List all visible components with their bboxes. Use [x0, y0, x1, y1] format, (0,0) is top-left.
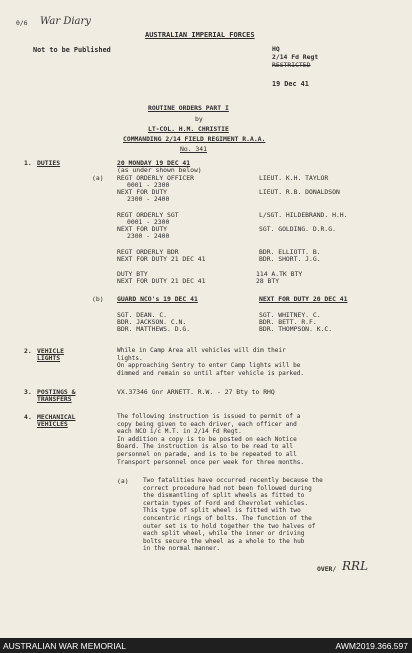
document-date: 19 Dec 41	[272, 80, 309, 88]
text-line: Board. The instruction is also to be read to all	[117, 443, 294, 451]
duty-person: 114 A.TK BTY	[256, 270, 303, 278]
text-line: correct procedure had not been followed during	[143, 484, 312, 492]
text-line: Transport personnel once per week for three months.	[117, 458, 305, 466]
text-line: On approaching Sentry to enter Camp lights will be	[117, 362, 301, 370]
duty-person: BDR. SHORT. J.G.	[259, 255, 321, 263]
unit-struck-text: RESTRICTED	[272, 61, 311, 69]
guard-nco: SGT. DEAN. C.	[117, 311, 168, 319]
section-1-heading: DUTIES	[37, 159, 61, 167]
sub-a-marker: (a)	[117, 477, 129, 485]
posting-text: VX.37346 Gnr ARNETT. R.W. - 27 Bty to RHQ	[117, 388, 275, 396]
section-2-number: 2.	[24, 347, 32, 355]
command-line: COMMANDING 2/14 FIELD REGIMENT R.A.A.	[123, 135, 266, 143]
text-line: personnel on parade, and is to be repeated to all	[117, 450, 297, 458]
handwritten-note: War Diary	[40, 16, 91, 27]
text-line: This type of split wheel is fitted with two	[143, 507, 301, 515]
duties-b-marker: (b)	[92, 295, 104, 303]
duty-role: NEXT FOR DUTY	[117, 188, 168, 196]
duty-time: 2300 - 2400	[127, 195, 170, 203]
section-3-number: 3.	[24, 388, 32, 396]
text-line: bolts secure the wheel as a whole to the hub	[143, 537, 305, 545]
archive-footer	[0, 638, 412, 653]
text-line: dimmed and remain so until after vehicle is parked.	[117, 369, 305, 377]
not-published-notice: Not to be Published	[33, 46, 111, 54]
section-4-heading: VEHICLES	[37, 420, 68, 428]
file-mark: 0/6	[16, 19, 28, 27]
guard-heading-left: GUARD NCO's 19 DEC 41	[117, 295, 198, 303]
document-title: AUSTRALIAN IMPERIAL FORCES	[145, 31, 255, 39]
text-line: certain types of Ford and Chevrolet vehicles.	[143, 499, 309, 507]
duty-person: SGT. GOLDING. D.R.G.	[259, 225, 336, 233]
duties-date-line: 20 MONDAY 19 DEC 41	[117, 159, 191, 167]
orders-by: by	[195, 115, 203, 123]
section-2-heading: LIGHTS	[37, 354, 61, 362]
duty-role: REGT ORDERLY BDR	[117, 248, 179, 256]
duty-role: NEXT FOR DUTY 21 DEC 41	[117, 277, 206, 285]
footer-accession-number: AWM2019.366.597	[335, 641, 408, 651]
footer-institution: AUSTRALIAN WAR MEMORIAL	[3, 641, 126, 651]
duty-person: LIEUT. R.B. DONALDSON	[259, 188, 340, 196]
text-line: each NCO i/c M.T. in 2/14 Fd Regt.	[117, 428, 242, 436]
duties-a-marker: (a)	[92, 174, 104, 182]
text-line: the dismantling of split wheels as fitted to	[143, 492, 305, 500]
guard-nco: BDR. JACKSON. C.N.	[117, 318, 187, 326]
order-number: No. 341	[180, 145, 207, 153]
text-line: lights.	[117, 354, 143, 362]
commander-name: LT-COL. H.M. CHRISTIE	[148, 125, 229, 133]
duty-role: REGT ORDERLY SGT	[117, 211, 179, 219]
duty-role: REGT ORDERLY OFFICER	[117, 174, 194, 182]
text-line: concentric rings of bolts. The function of the	[143, 514, 312, 522]
duty-time: 0001 - 2300	[127, 181, 170, 189]
mechanical-vehicles-text	[117, 413, 304, 466]
duty-time: 0001 - 2300	[127, 218, 170, 226]
orders-title: ROUTINE ORDERS PART I	[148, 104, 229, 112]
guard-nco: BDR. THOMPSON. K.C.	[259, 325, 333, 333]
handwritten-initials: RRL	[342, 559, 369, 573]
guard-nco: SGT. WHITNEY. C.	[259, 311, 321, 319]
vehicle-lights-text	[117, 347, 304, 377]
section-1-number: 1.	[24, 159, 32, 167]
text-line: Two fatalities have occurred recently because the	[143, 477, 323, 484]
duty-person: 28 BTY	[256, 277, 280, 285]
section-3-heading: TRANSFERS	[37, 395, 72, 403]
duty-role: NEXT FOR DUTY 21 DEC 41	[117, 255, 206, 263]
guard-nco: BDR. MATTHEWS. D.G.	[117, 325, 191, 333]
split-wheel-text	[143, 477, 323, 553]
section-4-number: 4.	[24, 413, 32, 421]
guard-heading-right: NEXT FOR DUTY 20 DEC 41	[259, 295, 348, 303]
duty-person: L/SGT. HILDEBRAND. H.H.	[259, 211, 348, 219]
duty-role: DUTY BTY	[117, 270, 148, 278]
duties-date-sub: (as under shown below)	[117, 166, 202, 174]
unit-label: 2/14 Fd Regt	[272, 53, 319, 61]
text-line: outer set is to hold together the two halves of	[143, 522, 316, 530]
duty-time: 2300 - 2400	[127, 232, 170, 240]
text-line: While in Camp Area all vehicles will dim their	[117, 347, 286, 354]
text-line: copy being given to each driver, each officer and	[117, 420, 297, 428]
hq-label: HQ	[272, 45, 280, 53]
section-2-heading: VEHICLE	[37, 347, 64, 355]
text-line: The following instruction is issued to permit of a	[117, 413, 301, 420]
section-3-heading: POSTINGS &	[37, 388, 76, 396]
guard-nco: BDR. BETT. R.F.	[259, 318, 317, 326]
text-line: In addition a copy is to be posted on each Notice	[117, 435, 297, 443]
text-line: in the normal manner.	[143, 545, 221, 553]
section-4-heading: MECHANICAL	[37, 413, 76, 421]
duty-person: BDR. ELLIOTT. B.	[259, 248, 321, 256]
duty-role: NEXT FOR DUTY	[117, 225, 168, 233]
duty-person: LIEUT. K.H. TAYLOR	[259, 174, 329, 182]
text-line: each split wheel, while the inner or driving	[143, 530, 305, 538]
over-marker: OVER/	[317, 565, 337, 573]
